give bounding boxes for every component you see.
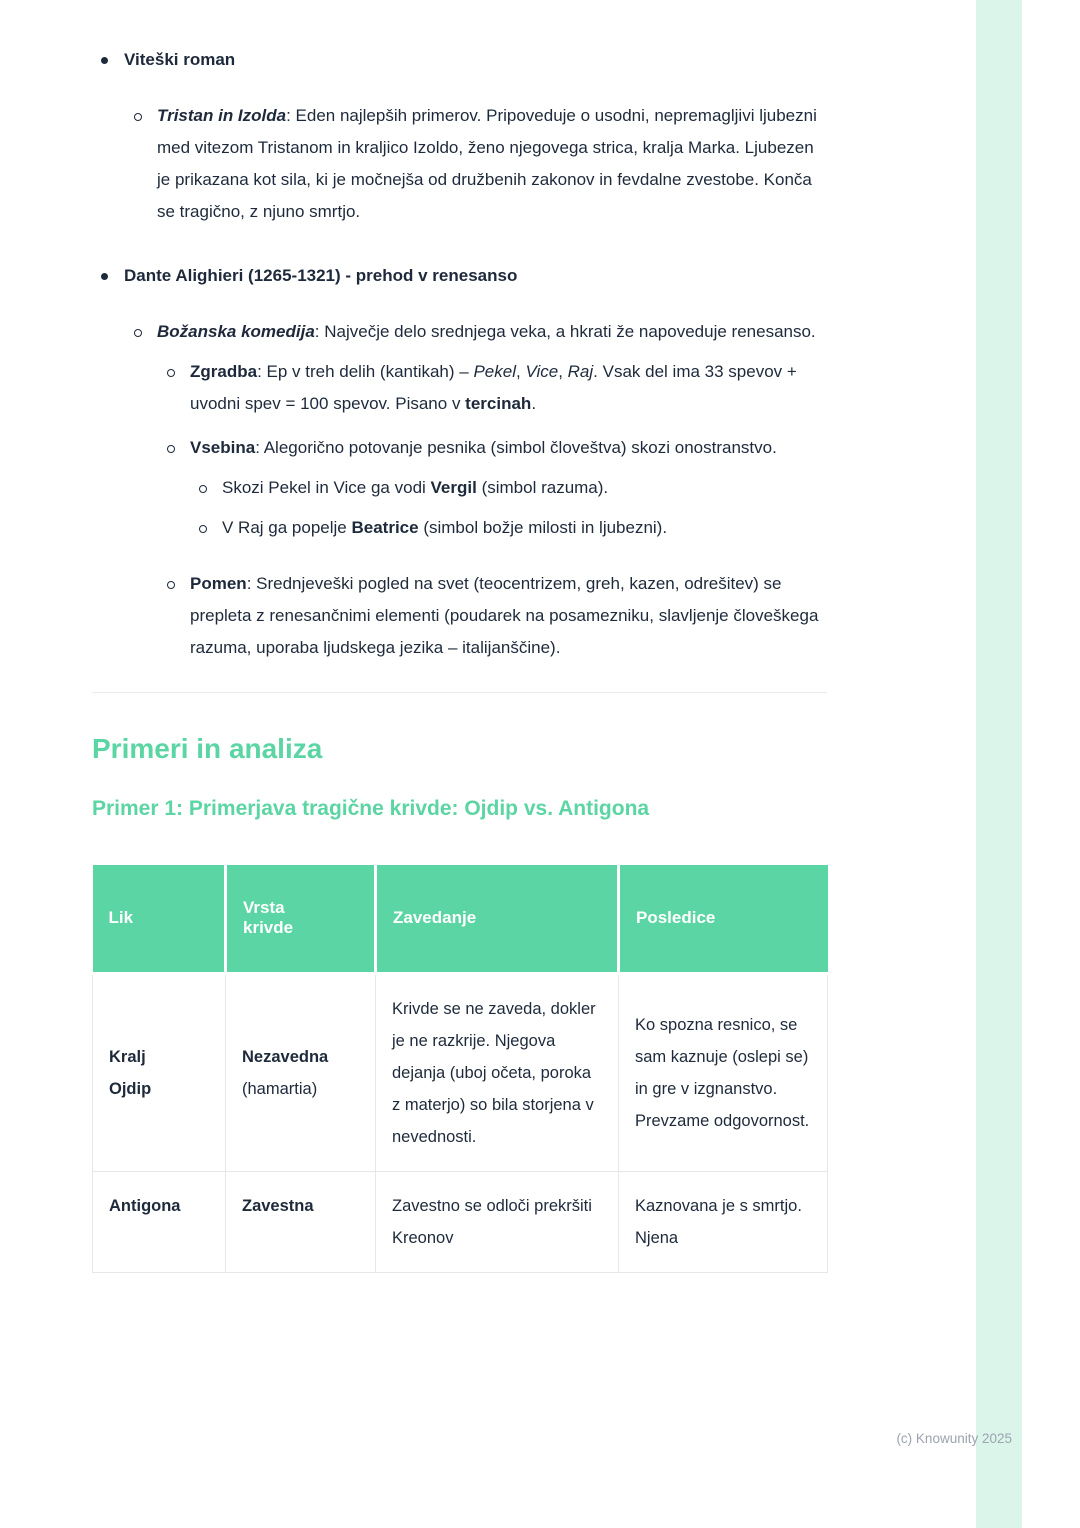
table-header-row [93,865,828,973]
tercinah-bold: tercinah [465,394,532,413]
header-label: Posledice [636,908,716,928]
raj-italic: Raj [567,362,594,381]
text-run: : Eden najlepših primerov. Pripoveduje o usodni, nepremagljivi ljubezni med vitezom Tristanom in kraljico Izoldo, ženo njegovega strica, kralja Marka. Ljubezen je prikazana kot sila, ki je močnejša od družbenih zakonov in fevdalne zvestobe. Konča se tragično, z njuno smrtjo. [157,106,817,221]
marker-box [92,260,124,292]
text-run: Skozi Pekel in Vice ga vodi [222,478,431,497]
list-item-dante [92,260,829,292]
table-header-vrsta-krivde [226,865,376,973]
circle-bullet-icon [199,485,207,493]
text-run: (simbol božje milosti in ljubezni). [418,518,668,537]
header-label: Lik [108,908,134,928]
tristan-lead: Tristan in Izolda [157,106,287,125]
text-run: : Srednjeveški pogled na svet (teocentrizem, greh, kazen, odrešitev) se prepleta z renesančnimi elementi (poudarek na posamezniku, slavljenje človeškega razuma, uporaba ljudskega jezika – italijanščine). [190,574,819,657]
text-run: V Raj ga popelje [222,518,352,537]
list-item-pomen [158,568,829,664]
circle-bullet-icon [134,329,142,337]
cell-vrsta-antigona [226,1171,376,1272]
pomen-paragraph [190,568,829,664]
text-run: (simbol razuma). [476,478,609,497]
cell-text: Nezavedna [242,1047,329,1066]
circle-bullet-icon [167,369,175,377]
list-item-vsebina [158,432,829,464]
marker-box [158,568,190,664]
list-item-title [124,260,829,292]
circle-bullet-icon [167,581,175,589]
beatrice-paragraph [222,512,829,544]
circle-bullet-icon [167,445,175,453]
list-item-vergil [190,472,829,504]
text-run: . [531,394,537,413]
bullet-icon [101,273,108,280]
marker-box [125,316,157,348]
zgradba-lead: Zgradba [190,362,258,381]
marker-box [158,432,190,464]
section-title: Primeri in analiza [92,733,323,764]
table-row-ojdip [93,973,828,1171]
cell-text: Zavestna [242,1196,314,1215]
section-divider [92,692,827,693]
pekel-italic: Pekel [473,362,516,381]
beatrice-bold: Beatrice [351,518,419,537]
cell-posledice-antigona: Kaznovana je s smrtjo. Njena [619,1171,828,1272]
marker-box [190,512,222,544]
marker-box [190,472,222,504]
list-item-zgradba [158,356,829,420]
cell-lik-antigona [93,1171,226,1272]
copyright-notice: (c) Knowunity 2025 [896,1431,1012,1446]
text-run: : Največje delo srednjega veka, a hkrati že napoveduje renesanso. [314,322,816,341]
table-header-posledice [619,865,828,973]
list-item-viteski-roman [92,44,829,76]
page-side-strip [976,0,1022,1528]
list-item-bozanska [125,316,829,348]
comparison-table [92,865,828,1273]
vsebina-lead: Vsebina [190,438,256,457]
cell-lik-ojdip [93,973,226,1171]
cell-text: Antigona [109,1196,181,1215]
cell-zavedanje-antigona: Zavestno se odloči prekršiti Kreonov [376,1171,619,1272]
text-run: . Vsak del ima 33 spevov + uvodni spev = 100 spevov. Pisano v [190,362,797,413]
table-header-zavedanje [376,865,619,973]
document-content [92,44,829,1273]
bullet-icon [101,57,108,64]
text-run: : Ep v treh delih (kantikah) – [257,362,474,381]
cell-zavedanje-ojdip: Krivde se ne zaveda, dokler je ne razkrije. Njegova dejanja (uboj očeta, poroka z materjo) so bila storjena v nevednosti. [376,973,619,1171]
pomen-lead: Pomen [190,574,247,593]
marker-box [125,100,157,228]
text-run: , [515,362,526,381]
circle-bullet-icon [134,113,142,121]
marker-box [92,44,124,76]
cell-vrsta-ojdip [226,973,376,1171]
bozanska-lead: Božanska komedija [157,322,315,341]
header-label: Vrsta krivde [243,898,294,938]
cell-text: Kralj Ojdip [109,1047,152,1098]
table-header-lik [93,865,226,973]
cell-text: (hamartia) [242,1079,318,1098]
circle-bullet-icon [199,525,207,533]
bozanska-paragraph [157,316,829,348]
vergil-bold: Vergil [430,478,477,497]
list-item-title [124,44,829,76]
list-item-tristan [125,100,829,228]
header-label: Zavedanje [393,908,477,928]
dante-title: Dante Alighieri (1265-1321) - prehod v renesanso [124,266,518,285]
example-title: Primer 1: Primerjava tragične krivde: Ojdip vs. Antigona [92,797,650,820]
tristan-paragraph [157,100,829,228]
marker-box [158,356,190,420]
list-item-beatrice [190,512,829,544]
viteski-roman-title: Viteški roman [124,50,236,69]
text-run: : Alegorično potovanje pesnika (simbol človeštva) skozi onostranstvo. [255,438,777,457]
text-run: , [558,362,568,381]
table-row-antigona [93,1171,828,1272]
vice-italic: Vice [525,362,559,381]
cell-posledice-ojdip: Ko spozna resnico, se sam kaznuje (oslepi se) in gre v izgnanstvo. Prevzame odgovornost. [619,973,828,1171]
vergil-paragraph [222,472,829,504]
vsebina-paragraph [190,432,829,464]
zgradba-paragraph [190,356,829,420]
